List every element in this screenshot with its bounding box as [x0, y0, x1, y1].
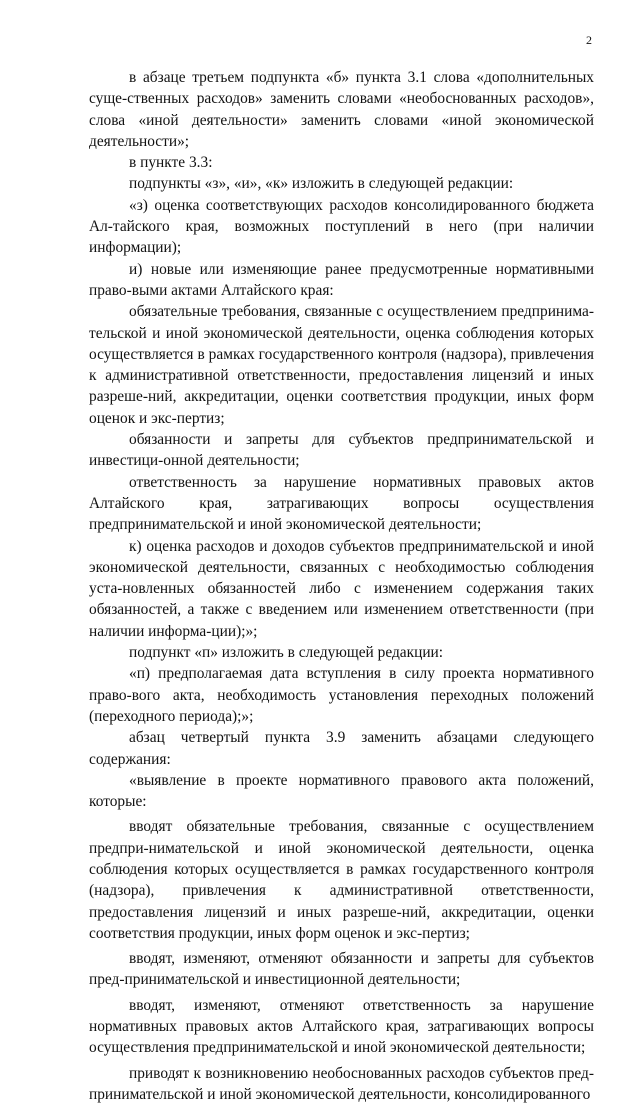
paragraph: абзац четвертый пункта 3.9 заменить абзацами следующего содержания:: [89, 729, 594, 768]
paragraph: вводят обязательные требования, связанные с осуществлением предпри-нимательской и иной экономической деятельности, оценка соблюдения которых осуществляется в рамках государственного контроля (надзора), привлечения к административной ответственности, предоставления лицензий и иных разреше-ний, аккредитации, оценки соответствия продукции, иных форм оценок и экс-пертиз;: [89, 818, 594, 942]
paragraph: «п) предполагаемая дата вступления в силу проекта нормативного право-вого акта, необходимость установления переходных положений (переходного периода);»;: [89, 665, 594, 725]
paragraph: в пункте 3.3:: [129, 154, 213, 172]
paragraph: вводят, изменяют, отменяют обязанности и запреты для субъектов пред-принимательской и инвестиционной деятельности;: [89, 950, 594, 989]
paragraph: в абзаце третьем подпункта «б» пункта 3.1 слова «дополнительных суще-ственных расходов» заменить словами «необоснованных расходов», слова «иной деятельности» заменить словами «иной экономической деятельности»;: [89, 69, 594, 150]
paragraph: вводят, изменяют, отменяют ответственность за нарушение нормативных правовых актов Алтайского края, затрагивающих вопросы осуществления предпринимательской и иной экономической деятельности;: [89, 996, 594, 1057]
paragraph: подпункты «з», «и», «к» изложить в следующей редакции:: [129, 175, 514, 193]
document-body: [89, 67, 594, 1105]
paragraph: приводят к возникновению необоснованных расходов субъектов пред-принимательской и иной экономической деятельности, консолидированного: [89, 1064, 594, 1103]
paragraph: ответственность за нарушение нормативных правовых актов Алтайского края, затрагивающих вопросы осуществления предпринимательской и иной экономической деятельности;: [89, 473, 594, 534]
page-number: 2: [586, 33, 592, 47]
paragraph: обязанности и запреты для субъектов предпринимательской и инвестици-онной деятельности;: [89, 431, 594, 470]
paragraph: «з) оценка соответствующих расходов консолидированного бюджета Ал-тайского края, возможных поступлений в него (при наличии информации);: [89, 196, 594, 257]
paragraph: «выявление в проекте нормативного правового акта положений, которые:: [89, 771, 594, 811]
paragraph: подпункт «п» изложить в следующей редакции:: [129, 644, 444, 662]
paragraph: обязательные требования, связанные с осуществлением предпринима-тельской и иной экономической деятельности, оценка соблюдения которых осуществляется в рамках государственного контроля (надзора), привлечения к административной ответственности, предоставления лицензий и иных разреше-ний, аккредитации, оценки соответствия продукции, иных форм оценок и экс-пертиз;: [89, 303, 594, 427]
paragraph: и) новые или изменяющие ранее предусмотренные нормативными право-выми актами Алтайского края:: [89, 260, 594, 299]
paragraph: к) оценка расходов и доходов субъектов предпринимательской и иной экономической деятельности, связанных с необходимостью соблюдения уста-новленных обязанностей либо с изменением содержания таких обязанностей, а также с введением или изменением ответственности (при наличии информа-ции);»;: [89, 537, 594, 640]
